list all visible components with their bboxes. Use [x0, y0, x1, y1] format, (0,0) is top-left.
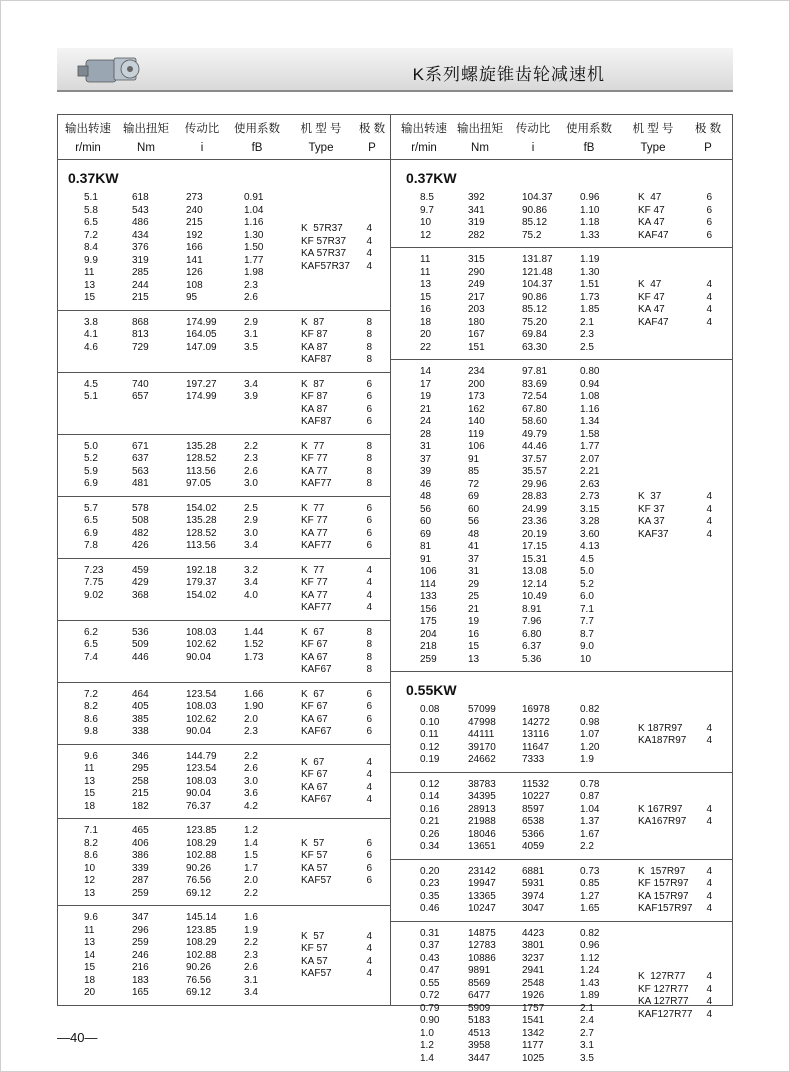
service-factor-column: 0.80 0.94 1.08 1.16 1.34 1.58 1.77 2.07 2.21 2.63 2.73 3.15 3.28 3.60 4.13 4.5 5.0 5.2 6.0 7.1 7.7 8.7 9.0 10	[580, 366, 600, 665]
type-column: K 67 KF 67 KA 67 KAF67	[301, 756, 332, 806]
ratio-column: 16978 14272 13116 11647 7333	[522, 704, 550, 765]
service-factor-column: 1.2 1.4 1.5 1.7 2.0 2.2	[244, 825, 258, 899]
ratio-column: 174.99 164.05 147.09	[186, 316, 217, 353]
ratio-column: 104.37 90.86 85.12 75.2	[522, 192, 553, 241]
ratio-column: 145.14 123.85 108.29 102.88 90.26 76.56 69.12	[186, 912, 217, 998]
poles-column: 8 8 8 8	[366, 440, 372, 489]
service-factor-column: 0.96 1.10 1.18 1.33	[580, 192, 600, 241]
poles-column: 4 4 4 4	[366, 564, 372, 613]
speed-column: 9.6 11 13 15 18	[84, 750, 98, 812]
torque-column: 57099 47998 44111 39170 24662	[468, 704, 496, 765]
speed-column: 5.0 5.2 5.9 6.9	[84, 440, 98, 489]
speed-column: 5.7 6.5 6.9 7.8	[84, 502, 98, 551]
service-factor-column: 3.2 3.4 4.0	[244, 564, 258, 601]
torque-column: 868 813 729	[132, 316, 149, 353]
poles-column: 6 6 6 6	[706, 192, 712, 241]
service-factor-column: 2.5 2.9 3.0 3.4	[244, 502, 258, 551]
poles-column: 8 8 8 8	[366, 626, 372, 675]
header-ratio: 传动比 i	[515, 123, 551, 154]
ratio-column: 6881 5931 3974 3047	[522, 865, 545, 914]
type-column: K 167R97 KA167R97	[638, 803, 687, 827]
ratio-column: 144.79 123.54 108.03 90.04 76.37	[186, 750, 217, 812]
speed-column: 0.08 0.10 0.11 0.12 0.19	[420, 704, 440, 765]
poles-column: 6 6 6 6	[366, 378, 372, 427]
torque-column: 315 290 249 217 203 180 167 151	[468, 254, 485, 353]
right-column	[390, 115, 732, 1064]
gear-reducer-icon	[70, 48, 150, 88]
ratio-column: 4423 3801 3237 2941 2548 1926 1757 1541 1342 1177 1025	[522, 927, 545, 1064]
torque-column: 23142 19947 13365 10247	[468, 865, 496, 914]
poles-column: 4 4 4 4	[366, 756, 372, 806]
speed-column: 7.2 8.2 8.6 9.8	[84, 688, 98, 737]
type-column: K 77 KF 77 KA 77 KAF77	[301, 502, 332, 551]
poles-column: 4 4 4 4	[706, 279, 712, 328]
type-column: K 47 KF 47 KA 47 KAF47	[638, 279, 669, 328]
spec-table	[57, 114, 733, 1064]
spec-group	[58, 373, 390, 435]
ratio-column: 273 240 215 192 166 141 126 108 95	[186, 192, 203, 303]
left-table-header	[58, 115, 390, 160]
header-poles: 极 数 P	[694, 123, 722, 154]
service-factor-column: 1.66 1.90 2.0 2.3	[244, 688, 264, 737]
speed-column: 6.2 6.5 7.4	[84, 626, 98, 663]
spec-group	[58, 559, 390, 621]
power-rating: 0.37KW	[406, 170, 457, 186]
header-ratio: 传动比 i	[184, 123, 220, 154]
torque-column: 578 508 482 426	[132, 502, 149, 551]
spec-group	[58, 745, 390, 820]
ratio-column: 108.03 102.62 90.04	[186, 626, 217, 663]
spec-group	[58, 906, 390, 1006]
spec-group	[390, 860, 732, 922]
spec-group	[58, 621, 390, 683]
power-rating: 0.55KW	[406, 682, 457, 698]
poles-column: 8 8 8 8	[366, 316, 372, 365]
header-service-factor: 使用系数 fB	[234, 123, 280, 154]
speed-column: 7.1 8.2 8.6 10 12 13	[84, 825, 98, 899]
torque-column: 38783 34395 28913 21988 18046 13651	[468, 778, 496, 852]
torque-column: 346 295 258 215 182	[132, 750, 149, 812]
service-factor-column: 0.82 0.96 1.12 1.24 1.43 1.89 2.1 2.4 2.7 3.1 3.5	[580, 927, 600, 1064]
speed-column: 0.20 0.23 0.35 0.46	[420, 865, 440, 914]
header-type: 机 型 号 Type	[632, 123, 674, 154]
type-column: K 67 KF 67 KA 67 KAF67	[301, 626, 332, 675]
spec-group	[390, 922, 732, 1072]
service-factor-column: 1.6 1.9 2.2 2.3 2.6 3.1 3.4	[244, 912, 258, 998]
ratio-column: 197.27 174.99	[186, 378, 217, 402]
service-factor-column: 0.82 0.98 1.07 1.20 1.9	[580, 704, 600, 765]
torque-column: 740 657	[132, 378, 149, 402]
spec-group	[390, 186, 732, 248]
page-banner	[57, 48, 733, 92]
ratio-column: 135.28 128.52 113.56 97.05	[186, 440, 217, 489]
spec-group	[58, 683, 390, 745]
service-factor-column: 2.2 2.3 2.6 3.0	[244, 440, 258, 489]
poles-column: 4 4 4 4	[366, 930, 372, 980]
speed-column: 4.5 5.1	[84, 378, 98, 402]
header-torque: 输出扭矩 Nm	[123, 123, 169, 154]
poles-column: 4 4	[706, 803, 712, 827]
speed-column: 8.5 9.7 10 12	[420, 192, 434, 241]
type-column: K 57 KF 57 KA 57 KAF57	[301, 930, 332, 980]
spec-group	[390, 360, 732, 672]
service-factor-column: 3.4 3.9	[244, 378, 258, 402]
speed-column: 3.8 4.1 4.6	[84, 316, 98, 353]
service-factor-column: 2.9 3.1 3.5	[244, 316, 258, 353]
spec-group	[58, 435, 390, 497]
torque-column: 464 405 385 338	[132, 688, 149, 737]
type-column: K 77 KF 77 KA 77 KAF77	[301, 440, 332, 489]
spec-group	[58, 497, 390, 559]
header-service-factor: 使用系数 fB	[566, 123, 612, 154]
torque-column: 671 637 563 481	[132, 440, 149, 489]
type-column: K 57R37 KF 57R37 KA 57R37 KAF57R37	[301, 223, 350, 272]
speed-column: 14 17 19 21 24 28 31 37 39 46 48 56 60 69 81 91 106 114 133 156 175 204 218 259	[420, 366, 437, 665]
torque-column: 392 341 319 282	[468, 192, 485, 241]
page-number: —40—	[57, 1030, 98, 1045]
torque-column: 618 543 486 434 376 319 285 244 215	[132, 192, 149, 303]
torque-column: 465 406 386 339 287 259	[132, 825, 149, 899]
ratio-column: 154.02 135.28 128.52 113.56	[186, 502, 217, 551]
ratio-column: 131.87 121.48 104.37 90.86 85.12 75.20 69.84 63.30	[522, 254, 553, 353]
torque-column: 459 429 368	[132, 564, 149, 601]
service-factor-column: 0.78 0.87 1.04 1.37 1.67 2.2	[580, 778, 600, 852]
poles-column: 4 4 4 4	[706, 865, 712, 914]
type-column: K 127R77 KF 127R77 KA 127R77 KAF127R77	[638, 971, 693, 1020]
left-column	[58, 115, 391, 1005]
type-column: K 157R97 KF 157R97 KA 157R97 KAF157R97	[638, 865, 693, 914]
type-column: K 57 KF 57 KA 57 KAF57	[301, 837, 332, 886]
header-poles: 极 数 P	[358, 123, 386, 154]
poles-column: 6 6 6 6	[366, 837, 372, 886]
speed-column: 9.6 11 13 14 15 18 20	[84, 912, 98, 998]
poles-column: 4 4 4 4	[706, 971, 712, 1020]
service-factor-column: 2.2 2.6 3.0 3.6 4.2	[244, 750, 258, 812]
speed-column: 0.12 0.14 0.16 0.21 0.26 0.34	[420, 778, 440, 852]
torque-column: 14875 12783 10886 9891 8569 6477 5909 5183 4513 3958 3447	[468, 927, 496, 1064]
speed-column: 11 11 13 15 16 18 20 22	[420, 254, 432, 353]
service-factor-column: 0.73 0.85 1.27 1.65	[580, 865, 600, 914]
poles-column: 6 6 6 6	[366, 502, 372, 551]
banner-title: K系列螺旋锥齿轮减速机	[412, 65, 605, 84]
ratio-column: 123.54 108.03 102.62 90.04	[186, 688, 217, 737]
poles-column: 4 4 4 4	[366, 223, 372, 272]
type-column: K 37 KF 37 KA 37 KAF37	[638, 491, 669, 540]
poles-column: 4 4 4 4	[706, 491, 712, 540]
torque-column: 347 296 259 246 216 183 165	[132, 912, 149, 998]
service-factor-column: 1.44 1.52 1.73	[244, 626, 264, 663]
speed-column: 0.31 0.37 0.43 0.47 0.55 0.72 0.79 0.90 1.0 1.2 1.4	[420, 927, 440, 1064]
speed-column: 7.23 7.75 9.02	[84, 564, 104, 601]
type-column: K 87 KF 87 KA 87 KAF87	[301, 316, 332, 365]
spec-group	[58, 311, 390, 373]
type-column: K 67 KF 67 KA 67 KAF67	[301, 688, 332, 737]
header-speed: 输出转速 r/min	[65, 123, 111, 154]
type-column: K 77 KF 77 KA 77 KAF77	[301, 564, 332, 613]
spec-group	[390, 698, 732, 773]
torque-column: 536 509 446	[132, 626, 149, 663]
torque-column: 234 200 173 162 140 119 106 91 85 72 69 60 56 48 41 37 31 29 25 21 19 16 15 13	[468, 366, 485, 665]
ratio-column: 123.85 108.29 102.88 90.26 76.56 69.12	[186, 825, 217, 899]
service-factor-column: 1.19 1.30 1.51 1.73 1.85 2.1 2.3 2.5	[580, 254, 600, 353]
type-column: K 187R97 KA187R97	[638, 722, 687, 747]
power-rating: 0.37KW	[68, 170, 119, 186]
poles-column: 4 4	[706, 722, 712, 747]
spec-group	[390, 773, 732, 860]
ratio-column: 11532 10227 8597 6538 5366 4059	[522, 778, 550, 852]
ratio-column: 192.18 179.37 154.02	[186, 564, 217, 601]
header-type: 机 型 号 Type	[300, 123, 342, 154]
spec-group	[58, 819, 390, 906]
ratio-column: 97.81 83.69 72.54 67.80 58.60 49.79 44.46 37.57 35.57 29.96 28.83 24.99 23.36 20.19 17.15 15.31 13.08 12.14 10.49 8.91 7.96 6.80 6.37 5.36	[522, 366, 548, 665]
type-column: K 47 KF 47 KA 47 KAF47	[638, 192, 669, 241]
poles-column: 6 6 6 6	[366, 688, 372, 737]
header-torque: 输出扭矩 Nm	[457, 123, 503, 154]
spec-group	[58, 186, 390, 311]
header-speed: 输出转速 r/min	[401, 123, 447, 154]
spec-group	[390, 248, 732, 360]
type-column: K 87 KF 87 KA 87 KAF87	[301, 378, 332, 427]
service-factor-column: 0.91 1.04 1.16 1.30 1.50 1.77 1.98 2.3 2.6	[244, 192, 264, 303]
speed-column: 5.1 5.8 6.5 7.2 8.4 9.9 11 13 15	[84, 192, 98, 303]
right-table-header	[390, 115, 732, 160]
